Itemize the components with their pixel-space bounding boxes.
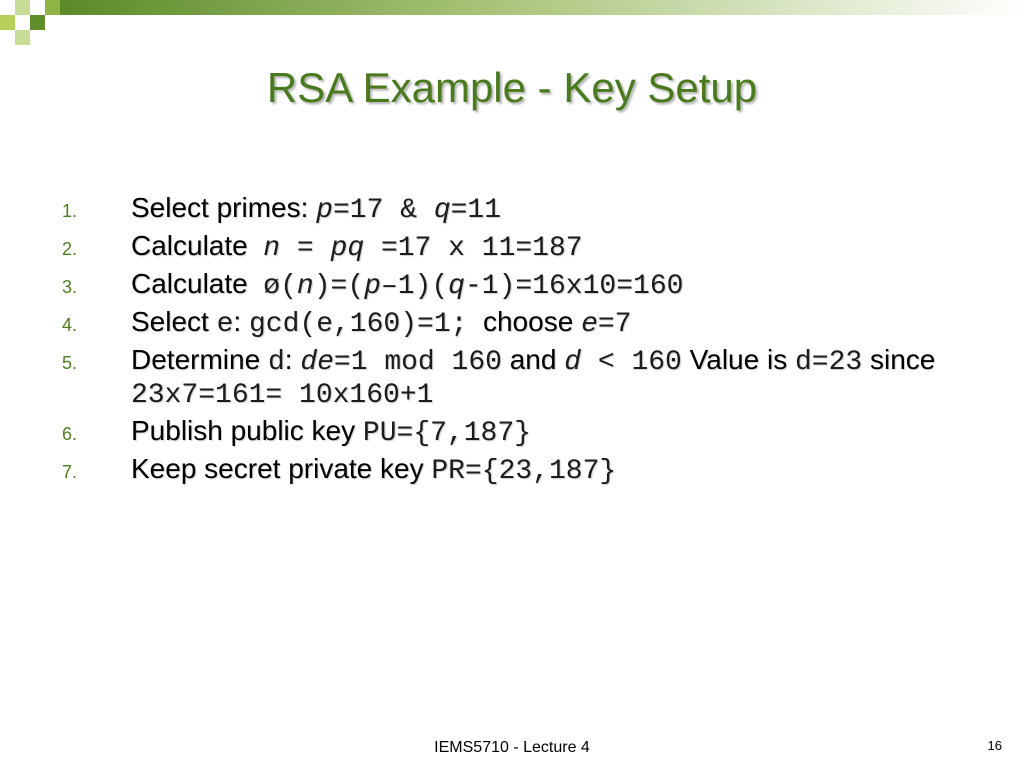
math-expression: =11 [450,195,502,226]
math-expression: d=23 [794,347,863,378]
step-text [131,415,982,448]
private-key-value: PR={23,187} [431,456,617,487]
plain-text: Publish public key [131,415,363,446]
math-expression: )=( [313,271,365,302]
step-number: 7. [62,462,78,482]
plain-text: Select primes: [131,192,317,223]
math-expression: =7 [597,309,632,340]
math-expression: e [216,309,234,340]
math-variable: d [564,347,582,378]
math-variable: q [448,271,465,302]
math-expression: < 160 [581,347,682,378]
steps-list [62,192,982,491]
math-expression: = [280,233,331,264]
plain-text: : [233,306,249,337]
step-number: 5. [62,353,78,373]
decor-square [30,15,45,30]
math-variable: p [364,271,381,302]
math-variable: n [296,271,314,302]
plain-text: Determine [131,344,268,375]
step-text [131,344,982,410]
step-2 [62,230,982,263]
math-variable: pq [330,233,365,264]
step-text [131,453,982,486]
plain-text: Calculate [131,268,264,299]
step-7 [62,453,982,486]
step-4 [62,306,982,339]
slide-footer: IEMS5710 - Lecture 4 [434,739,590,756]
math-expression: =1 mod 160 [333,347,502,378]
step-6 [62,415,982,448]
step-number: 3. [62,277,78,297]
step-number: 4. [62,315,78,335]
plain-text: Value is [681,344,795,375]
decor-square [45,0,60,15]
math-expression: –1)( [380,271,449,302]
page-number: 16 [987,738,1002,753]
plain-text: Calculate [131,230,264,261]
math-variable: n [263,233,281,264]
plain-text: : [284,344,301,375]
plain-text: since [862,344,936,375]
step-text [131,192,982,225]
math-expression: gcd(e,160)=1; [248,309,468,340]
step-1 [62,192,982,225]
math-expression: =17 x 11=187 [364,233,583,264]
math-variable: p [316,195,333,226]
step-text [131,306,982,339]
math-expression: -1)=16x10=160 [464,271,684,302]
plain-text: choose [467,306,582,337]
math-expression: ø( [263,271,297,302]
step-text [131,230,982,263]
decor-square [15,0,30,15]
slide-title: RSA Example - Key Setup [266,64,758,111]
step-number: 6. [62,424,78,444]
math-variable: e [581,309,598,340]
decor-square [0,15,15,30]
public-key-value: PU={7,187} [362,418,531,449]
step-text [131,268,982,301]
plain-text: and [501,344,565,375]
math-variable: q [433,195,451,226]
math-variable: de [300,347,334,378]
decor-square [15,30,30,45]
step-5 [62,344,982,410]
math-expression: d [267,347,285,378]
plain-text: Select [131,306,217,337]
step-number: 2. [62,239,78,259]
step-number: 1. [62,201,78,221]
header-gradient-bar [60,0,1024,15]
plain-text: Keep secret private key [131,453,432,484]
math-expression: =17 & [332,195,434,226]
step-3 [62,268,982,301]
math-expression: 23x7=161= 10x160+1 [131,380,434,411]
